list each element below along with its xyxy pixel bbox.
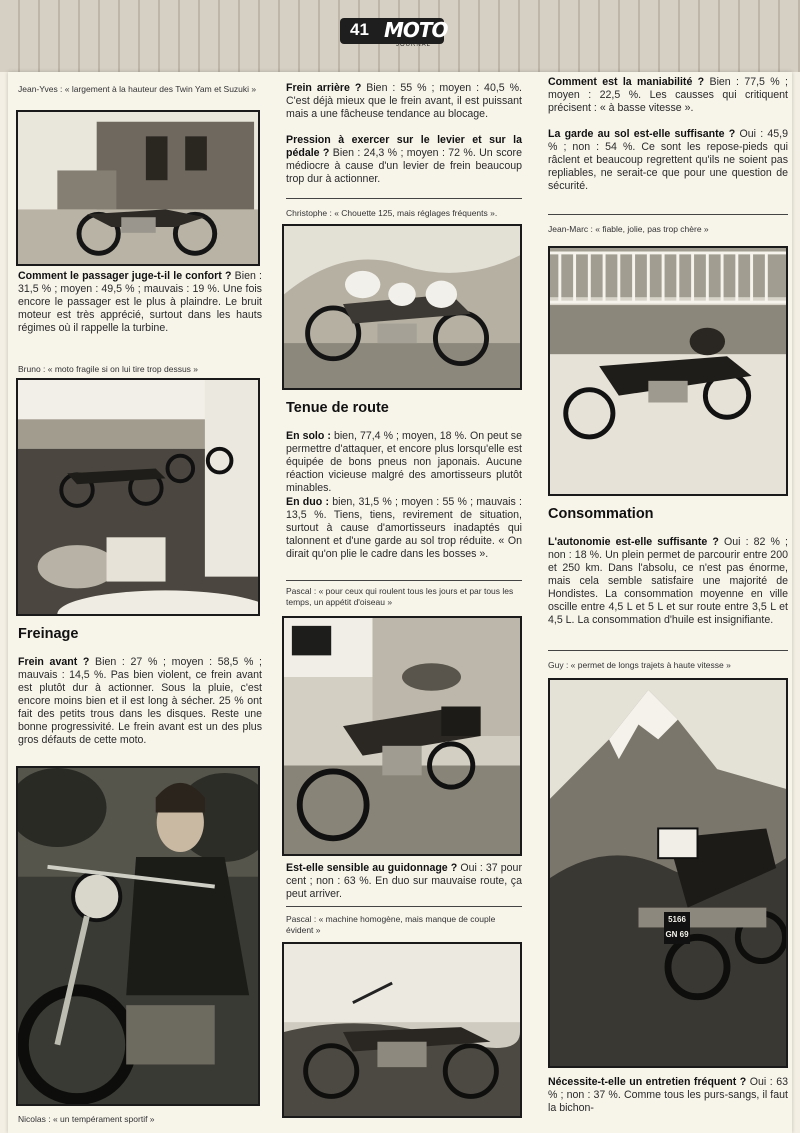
paragraph-garde-au-sol (548, 128, 788, 193)
body-maniabilite: Les causses qui critiquent précisent : « à basse vitesse ». (548, 89, 788, 114)
paragraph-entretien (548, 1076, 788, 1115)
license-plate-top: 5166 (668, 915, 686, 924)
paragraph-maniabilite (548, 76, 788, 115)
caption-guy: Guy : « permet de longs trajets à haute vitesse » (548, 660, 731, 670)
magazine-logo-subtitle: JOURNAL (396, 42, 432, 48)
column-divider (286, 198, 522, 199)
question-garde-au-sol: La garde au sol est-elle suffisante ? (548, 128, 736, 140)
photo-bruno-motorcycles (16, 378, 260, 616)
body-entretien: Comme tous les purs-sangs, il faut la bichon- (548, 1089, 788, 1114)
answer-frein-arriere: Bien : 55 % ; moyen : 40,5 %. (366, 82, 522, 94)
question-en-solo: En solo : (286, 430, 331, 442)
page-number: 41 (350, 20, 369, 39)
caption-bruno: Bruno : « moto fragile si on lui tire trop dessus » (18, 364, 199, 374)
paragraph-frein-avant (18, 656, 262, 747)
caption-christophe: Christophe : « Chouette 125, mais réglages fréquents ». (286, 208, 498, 218)
answer-en-solo: bien, 77,4 % ; moyen, 18 %. (333, 430, 467, 442)
caption-jean-yves: Jean-Yves : « largement à la hauteur des Twin Yam et Suzuki » (18, 84, 257, 94)
answer-maniabilite: Bien : 77,5 % ; moyen : 22,5 %. (548, 76, 788, 101)
body-guidonnage: En duo sur mauvaise route, ça peut arriver. (286, 875, 522, 900)
page-header (340, 18, 448, 48)
photo-jean-marc-motorcycle (548, 246, 788, 496)
question-pression: Pression à exercer sur le levier et sur la pédale ? (286, 134, 522, 159)
column-divider (286, 580, 522, 581)
heading-tenue-de-route: Tenue de route (286, 400, 389, 416)
question-confort: Comment le passager juge-t-il le confort ? (18, 270, 232, 282)
paragraph-frein-arriere (286, 82, 522, 121)
body-garde-au-sol: Ce sont les repose-pieds qui râclent et beaucoup regrettent qu'ils ne soient pas repliables, ne serait-ce que pour une question de sécurité. (548, 141, 788, 192)
question-frein-arriere: Frein arrière ? (286, 82, 362, 94)
column-divider (286, 906, 522, 907)
answer-confort: Bien : 31,5 % ; moyen : 49,5 % ; mauvais : 19 %. (18, 270, 263, 295)
heading-consommation: Consommation (548, 506, 654, 522)
answer-garde-au-sol: Oui : 45,9 % ; non : 54 %. (548, 128, 788, 153)
paragraph-en-duo (286, 496, 522, 561)
license-plate-bottom: GN 69 (665, 930, 689, 939)
magazine-page (8, 72, 792, 1133)
photo-christophe-motorcycle (282, 224, 522, 390)
column-divider (548, 650, 788, 651)
question-frein-avant: Frein avant ? (18, 656, 90, 668)
paragraph-guidonnage (286, 862, 522, 901)
paragraph-autonomie (548, 536, 788, 627)
body-frein-avant: Pas bien violent, ce frein avant est plutôt dur à actionner. Sous la pluie, c'est encore moins bien et il est long à sécher. 25 % ont fait des petits trous dans les disques. Reste une bonne progressivité. Le frein avant est un des plus gros défauts de cette moto. (18, 669, 262, 746)
photo-nicolas-riding (16, 766, 260, 1106)
photo-jean-yves-motorcycle (16, 110, 260, 266)
caption-pascal-1: Pascal : « pour ceux qui roulent tous les jours et par tous les temps, un appétit d'oiseau » (286, 586, 514, 607)
answer-frein-avant: Bien : 27 % ; moyen : 58,5 % ; mauvais : 14,5 %. (18, 656, 262, 681)
paragraph-pression (286, 134, 522, 186)
body-pression: Un score médiocre à cause d'un levier de frein beaucoup trop dur à actionner. (286, 147, 522, 185)
answer-en-duo: bien, 31,5 % ; moyen : 55 % ; mauvais : 13,5 %. (286, 496, 522, 521)
photo-guy-motorcycle-mountain (548, 678, 788, 1068)
heading-freinage: Freinage (18, 626, 79, 642)
question-entretien: Nécessite-t-elle un entretien fréquent ? (548, 1076, 747, 1088)
question-autonomie: L'autonomie est-elle suffisante ? (548, 536, 719, 548)
license-plate (664, 912, 690, 944)
magazine-logo: MOTO (384, 18, 448, 42)
paragraph-en-solo (286, 430, 522, 495)
photo-pascal-motorcycle-2 (282, 942, 522, 1118)
question-guidonnage: Est-elle sensible au guidonnage ? (286, 862, 458, 874)
column-divider (548, 214, 788, 215)
body-en-solo: On peut se permettre d'attaquer, et encore plus lorsqu'elle est équipée de bons pneus non japonais. Aucune réaction vicieuse malgré des amortisseurs plutôt minables. (286, 430, 522, 494)
answer-entretien: Oui : 63 % ; non : 37 %. (548, 1076, 788, 1101)
paragraph-confort (18, 270, 262, 335)
photo-pascal-motorcycle-1 (282, 616, 522, 856)
caption-jean-marc: Jean-Marc : « fiable, jolie, pas trop chère » (548, 224, 709, 234)
question-maniabilite: Comment est la maniabilité ? (548, 76, 705, 88)
answer-guidonnage: Oui : 37 pour cent ; non : 63 %. (286, 862, 522, 887)
answer-autonomie: Oui : 82 % ; non : 18 %. (548, 536, 788, 561)
question-en-duo: En duo : (286, 496, 329, 508)
body-frein-arriere: C'est déjà mieux que le frein avant, il est puissant mais a une fâcheuse tendance au blocage. (286, 95, 522, 120)
body-confort: Une fois encore le passager est le plus à plaindre. Le bruit moteur est très apprécié, surtout dans les hauts régimes où il rappelle la turbine. (18, 283, 262, 334)
answer-pression: Bien : 24,3 % ; moyen : 72 %. (332, 147, 476, 159)
caption-pascal-2: Pascal : « machine homogène, mais manque de couple évident » (286, 914, 496, 935)
body-autonomie: Un plein permet de parcourir entre 200 et 250 km. Dans l'absolu, ce n'est pas énorme, mais cela semble satisfaire une majorité de Hondistes. La consommation moyenne en ville oscille entre 4,5 L et 5 L et sur route entre 3,5 L et 4,5 L. La consommation d'huile est insignifiante. (548, 549, 788, 626)
caption-nicolas: Nicolas : « un tempérament sportif » (18, 1114, 155, 1124)
body-en-duo: Tiens, tiens, revirement de situation, surtout à cause d'amortisseurs inadaptés qui talonnent et d'une garde au sol trop réduite. « On dirait qu'on plie le cadre dans les bosses ». (286, 509, 522, 560)
